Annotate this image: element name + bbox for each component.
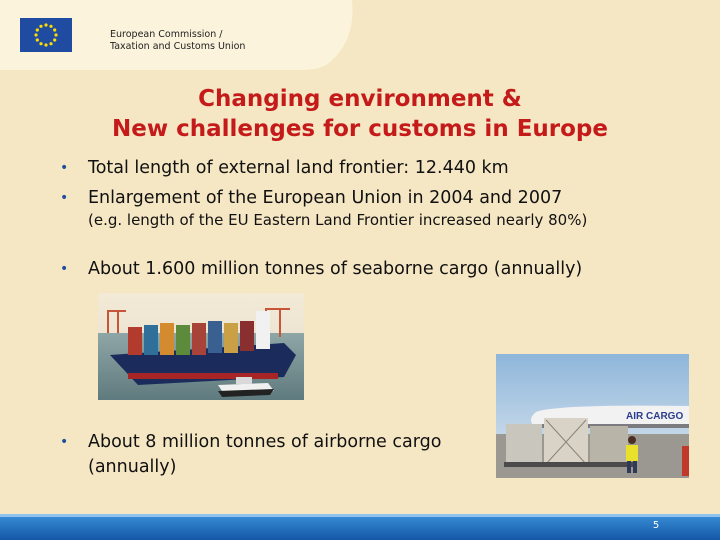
bullet-text: About 1.600 million tonnes of seaborne cargo (annually) — [88, 259, 583, 279]
container-ship-photo — [98, 293, 304, 400]
bullet-dot-icon: • — [60, 190, 69, 206]
organisation-name — [110, 29, 245, 53]
sub-note: (e.g. length of the EU Eastern Land Frontier increased nearly 80%) — [88, 211, 588, 229]
bullet-text: (annually) — [88, 457, 177, 477]
title-line-1: Changing environment & — [198, 86, 522, 112]
bullet-text: Enlargement of the European Union in 2004 and 2007 — [88, 188, 563, 208]
title-line-2: New challenges for customs in Europe — [111, 116, 608, 142]
bullet-dot-icon: • — [60, 434, 69, 450]
org-line-2: Taxation and Customs Union — [110, 41, 246, 52]
org-line-1: European Commission / — [110, 29, 223, 40]
footer-bar — [0, 514, 720, 540]
header-band — [0, 0, 720, 70]
page-number: 5 — [652, 520, 660, 531]
bullet-text: Total length of external land frontier: 12.440 km — [88, 158, 509, 178]
bullet-dot-icon: • — [60, 261, 69, 277]
bullet-text: About 8 million tonnes of airborne cargo — [88, 432, 442, 452]
slide-title — [0, 84, 720, 144]
bullet-dot-icon: • — [60, 160, 69, 176]
eu-flag-logo — [20, 18, 72, 52]
air-cargo-text: AIR CARGO — [626, 411, 684, 422]
air-cargo-photo — [496, 354, 689, 478]
